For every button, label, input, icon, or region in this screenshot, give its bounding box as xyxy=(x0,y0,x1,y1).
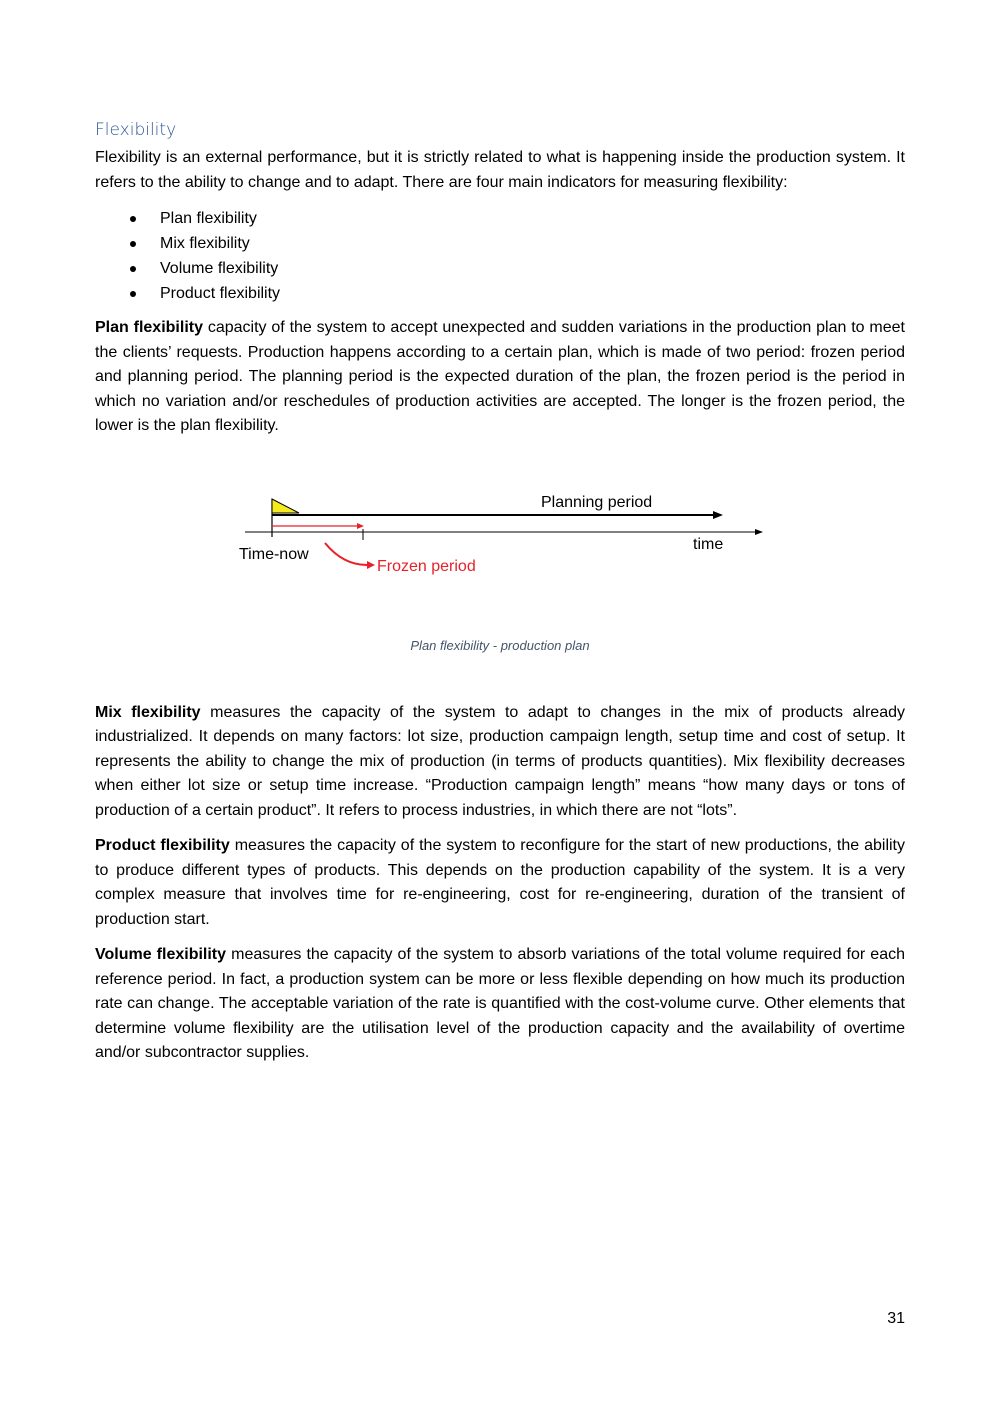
frozen-pointer xyxy=(325,543,367,565)
list-item: Product flexibility xyxy=(160,281,905,306)
section-heading: Flexibility xyxy=(95,120,177,140)
figure-caption: Plan flexibility - production plan xyxy=(410,637,590,653)
time-label: time xyxy=(693,535,724,553)
intro-paragraph: Flexibility is an external performance, but it is strictly related to what is happening inside the production system. It refers to the ability to change and to adapt. There are four main indicators for measuring flexibility: xyxy=(95,149,905,191)
volume-flexibility-term: Volume flexibility xyxy=(95,946,227,963)
plan-flexibility-term: Plan flexibility xyxy=(95,319,203,336)
plan-figure xyxy=(95,461,905,671)
plan-diagram xyxy=(95,461,905,636)
indicator-list xyxy=(95,206,905,306)
time-axis-head xyxy=(755,529,763,535)
product-flexibility-paragraph xyxy=(95,834,905,932)
volume-flexibility-paragraph xyxy=(95,943,905,1066)
frozen-arrow-head xyxy=(357,523,364,529)
product-flexibility-text: measures the capacity of the system to reconfigure for the start of new productions, the ability to produce different types of products. This depends on the production capability of the system. It is a very complex measure that involves time for re-engineering, cost for re-engineering, duration of the transient of production start. xyxy=(95,837,906,928)
list-item: Plan flexibility xyxy=(160,206,905,231)
plan-flexibility-paragraph xyxy=(95,316,905,439)
mix-flexibility-paragraph xyxy=(95,701,905,824)
mix-flexibility-text: measures the capacity of the system to adapt to changes in the mix of products already industrialized. It depends on many factors: lot size, production campaign length, setup time and cost of setup. It represents the ability to change the mix of production (in terms of products quantities). Mix flexibility decreases when either lot size or setup time increase. “Production campaign length” means “how many days or tons of production of a certain product”. It refers to process industries, in which there are not “lots”. xyxy=(95,703,906,819)
page-content xyxy=(95,118,905,1077)
planning-arrow-head xyxy=(713,511,723,519)
flag-icon xyxy=(272,499,299,513)
plan-flexibility-text: capacity of the system to accept unexpected and sudden variations in the production plan to meet the clients’ requests. Production happens according to a certain plan, which is made of two period: frozen period and planning period. The planning period is the expected duration of the plan, the frozen period is the period in which no variation and/or reschedules of production activities are accepted. The longer is the frozen period, the lower is the plan flexibility. xyxy=(95,319,905,434)
mix-flexibility-term: Mix flexibility xyxy=(95,703,201,721)
frozen-period-label: Frozen period xyxy=(377,557,476,575)
list-item: Mix flexibility xyxy=(160,231,905,256)
time-now-label: Time-now xyxy=(239,545,309,563)
frozen-pointer-head xyxy=(367,561,375,569)
page-number: 31 xyxy=(887,1310,905,1327)
product-flexibility-term: Product flexibility xyxy=(95,837,230,854)
volume-flexibility-text: measures the capacity of the system to absorb variations of the total volume required for each reference period. In fact, a production system can be more or less flexible depending on how much its production rate can change. The acceptable variation of the rate is quantified with the cost-volume curve. Other elements that determine volume flexibility are the utilisation level of the production capacity and the availability of overtime and/or subcontractor supplies. xyxy=(95,946,905,1061)
planning-period-label: Planning period xyxy=(541,493,653,511)
list-item: Volume flexibility xyxy=(160,256,905,281)
